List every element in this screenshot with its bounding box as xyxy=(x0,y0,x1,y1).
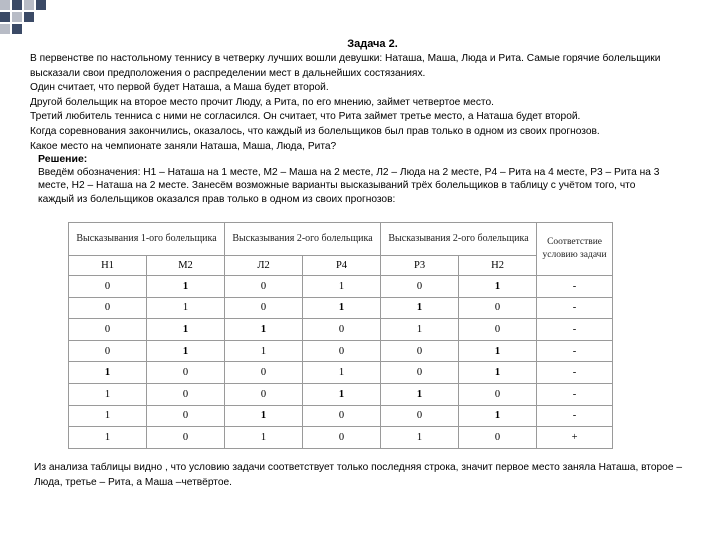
table-cell: 0 xyxy=(459,297,537,319)
condition-cell: - xyxy=(537,297,613,319)
table-cell: 1 xyxy=(303,383,381,405)
table-cell: 1 xyxy=(225,340,303,362)
table-cell: 0 xyxy=(303,427,381,449)
condition-cell: + xyxy=(537,427,613,449)
table-cell: 1 xyxy=(381,383,459,405)
table-cell: 1 xyxy=(459,276,537,298)
group-header-1: Высказывания 1-ого болельщика xyxy=(69,223,225,256)
table-body xyxy=(69,276,613,449)
table-cell: 0 xyxy=(303,340,381,362)
condition-cell: - xyxy=(537,276,613,298)
column-header: Р4 xyxy=(303,256,381,276)
condition-cell: - xyxy=(537,340,613,362)
table-cell: 0 xyxy=(303,319,381,341)
problem-line: В первенстве по настольному теннису в четверку лучших вошли девушки: Наташа, Маша, Люда и Рита. Самые горячие болельщики высказали свои предположения о распределении мест в дальнейших состязаниях. xyxy=(30,53,661,79)
table-cell: 0 xyxy=(225,383,303,405)
table-cell: 0 xyxy=(381,362,459,384)
table-cell: 1 xyxy=(69,362,147,384)
table-cell: 1 xyxy=(381,297,459,319)
table-row xyxy=(69,362,613,384)
table-row xyxy=(69,297,613,319)
condition-cell: - xyxy=(537,383,613,405)
solution-text: Введём обозначения: Н1 – Наташа на 1 месте, М2 – Маша на 2 месте, Л2 – Люда на 2 месте, Р4 – Рита на 4 месте, Р3 – Рита на 3 месте, Н2 – Наташа на 2 месте. Занесём возможные варианты высказываний трёх болельщиков в таблицу с учётом того, что каждый из болельщиков оказался прав только в одном из своих прогнозов: xyxy=(38,167,660,205)
table-row xyxy=(69,319,613,341)
task-title: Задача 2. xyxy=(347,38,398,50)
solution-heading: Решение: xyxy=(38,153,88,165)
column-header: Л2 xyxy=(225,256,303,276)
table-cell: 0 xyxy=(147,383,225,405)
table-cell: 1 xyxy=(303,297,381,319)
table-cell: 1 xyxy=(381,319,459,341)
column-header: Н1 xyxy=(69,256,147,276)
table-cell: 0 xyxy=(303,405,381,427)
problem-statement xyxy=(30,52,710,154)
table-cell: 1 xyxy=(69,427,147,449)
table-cell: 0 xyxy=(69,340,147,362)
problem-line: Один считает, что первой будет Наташа, а Маша будет второй. xyxy=(30,82,329,94)
column-header: Р3 xyxy=(381,256,459,276)
table-row xyxy=(69,383,613,405)
table-cell: 1 xyxy=(459,362,537,384)
table-cell: 0 xyxy=(147,405,225,427)
problem-line: Какое место на чемпионате заняли Наташа, Маша, Люда, Рита? xyxy=(30,140,337,152)
table-cell: 1 xyxy=(459,340,537,362)
table-cell: 0 xyxy=(459,319,537,341)
condition-cell: - xyxy=(537,362,613,384)
table-cell: 0 xyxy=(381,405,459,427)
table-cell: 0 xyxy=(225,276,303,298)
problem-line: Третий любитель тенниса с ними не согласился. Он считает, что Рита займет третье место, а Наташа будет второй. xyxy=(30,111,581,123)
truth-table xyxy=(68,222,613,449)
table-cell: 0 xyxy=(459,427,537,449)
table-cell: 0 xyxy=(381,276,459,298)
problem-line: Когда соревнования закончились, оказалось, что каждый из болельщиков был прав только в одном из своих прогнозов. xyxy=(30,125,600,137)
table-cell: 1 xyxy=(303,362,381,384)
table-cell: 1 xyxy=(303,276,381,298)
problem-line: Другой болельщик на второе место прочит Люду, а Рита, по его мнению, займет четвертое место. xyxy=(30,96,494,108)
corner-decoration xyxy=(0,0,60,40)
conclusion-text: Из анализа таблицы видно , что условию задачи соответствует только последняя строка, значит первое место заняла Наташа, второе – Люда, третье – Рита, а Маша –четвёртое. xyxy=(34,462,683,488)
table-row xyxy=(69,340,613,362)
column-header: Н2 xyxy=(459,256,537,276)
table-cell: 0 xyxy=(69,319,147,341)
table-cell: 0 xyxy=(225,362,303,384)
table-cell: 0 xyxy=(69,276,147,298)
table-cell: 1 xyxy=(147,276,225,298)
table-cell: 1 xyxy=(225,405,303,427)
table-cell: 1 xyxy=(69,405,147,427)
group-header-3: Высказывания 2-ого болельщика xyxy=(381,223,537,256)
table-cell: 1 xyxy=(147,297,225,319)
table-cell: 1 xyxy=(225,427,303,449)
group-header-2: Высказывания 2-ого болельщика xyxy=(225,223,381,256)
table-cell: 1 xyxy=(225,319,303,341)
table-cell: 0 xyxy=(225,297,303,319)
column-header: М2 xyxy=(147,256,225,276)
table-cell: 1 xyxy=(147,319,225,341)
table-cell: 0 xyxy=(381,340,459,362)
condition-cell: - xyxy=(537,319,613,341)
condition-header: Соответствие условию задачи xyxy=(537,223,613,276)
condition-cell: - xyxy=(537,405,613,427)
table-cell: 1 xyxy=(381,427,459,449)
table-row xyxy=(69,405,613,427)
table-cell: 1 xyxy=(459,405,537,427)
table-cell: 0 xyxy=(69,297,147,319)
table-cell: 1 xyxy=(147,340,225,362)
table-cell: 0 xyxy=(147,427,225,449)
table-row xyxy=(69,276,613,298)
table-cell: 0 xyxy=(459,383,537,405)
table-cell: 1 xyxy=(69,383,147,405)
table-cell: 0 xyxy=(147,362,225,384)
table-row xyxy=(69,427,613,449)
